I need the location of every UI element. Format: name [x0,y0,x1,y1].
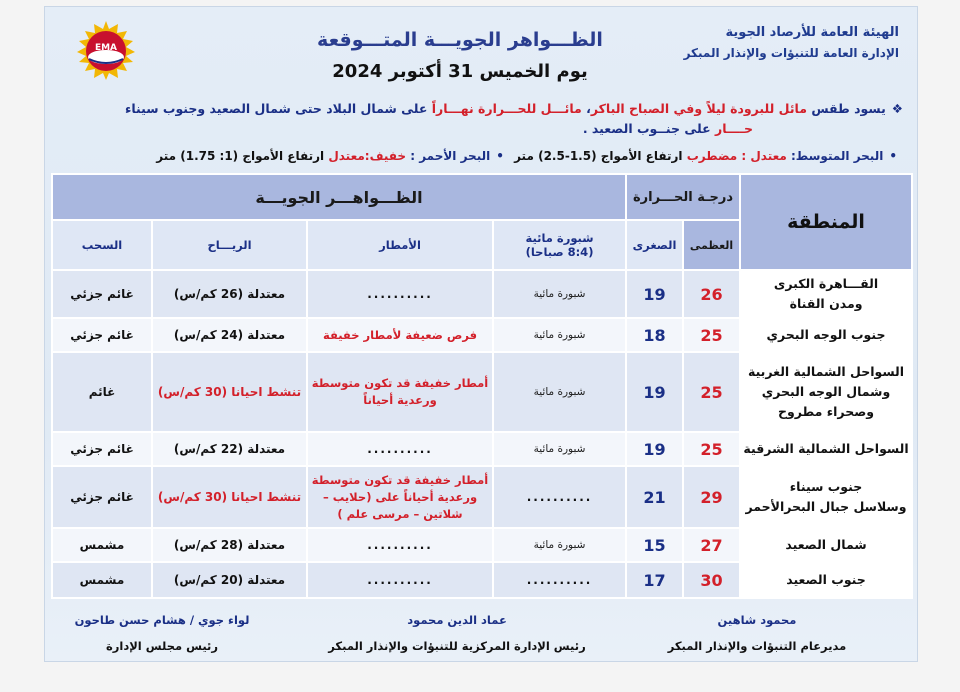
rain-cell: .......... [307,270,493,318]
forecast-rows [52,270,912,598]
med-sea-label: البحر المتوسط: [790,149,884,163]
region-cell: جنوب الوجه البحري [740,318,912,352]
max-temp-cell: 25 [683,352,740,432]
region-header: المنطقة [740,174,912,270]
clouds-cell: غائم [52,352,152,432]
summary-text-2: على شمال البلاد حتى شمال الصعيد وجنوب سيناء [124,101,432,116]
fog-cell: شبورة مائية [493,432,626,466]
wind-cell: تنشط احيانا (30 كم/س) [152,466,307,528]
fog-cell: شبورة مائية [493,318,626,352]
max-temp-cell: 27 [683,528,740,562]
phenomena-header: الظـــواهـــر الجويـــة [52,174,626,220]
general-summary [63,99,903,139]
wind-cell: تنشط احيانا (30 كم/س) [152,352,307,432]
red-sea-label: البحر الأحمر : [410,149,491,163]
region-cell: شمال الصعيد [740,528,912,562]
temperature-header: درجـة الحـــرارة [626,174,740,220]
region-cell: السواحل الشمالية الشرقية [740,432,912,466]
summary-sep: ، [581,101,591,116]
table-row [52,270,912,318]
clouds-cell: غائم جزئي [52,270,152,318]
table-row [52,432,912,466]
bullet-icon: • [496,149,504,163]
region-cell: جنوب الصعيد [740,562,912,598]
max-temp-cell: 29 [683,466,740,528]
wind-cell: معتدلة (24 كم/س) [152,318,307,352]
signature-chairman [67,607,257,659]
fog-header [493,220,626,270]
rain-cell: أمطار خفيفة قد تكون متوسطة ورعدية أحياناً [307,352,493,432]
table-row [52,318,912,352]
max-temp-cell: 26 [683,270,740,318]
signature-chairman-name: لواء جوي / هشام حسن طاحون [74,613,250,627]
med-sea-waves: ارتفاع الأمواج (1.5-2.5) متر [514,149,687,163]
max-temp-cell: 25 [683,318,740,352]
med-sea-state: معتدل : مضطرب [686,149,791,163]
wind-cell: معتدلة (22 كم/س) [152,432,307,466]
table-row [52,528,912,562]
min-temp-cell: 21 [626,466,683,528]
clouds-cell: غائم جزئي [52,318,152,352]
table-row [52,466,912,528]
clouds-cell: غائم جزئي [52,466,152,528]
summary-warm: مائـــل للحـــرارة نهـــاراً [431,101,582,116]
fog-header-line1: شبورة مائية [525,231,594,245]
rain-cell: أمطار خفيفة قد تكون متوسطة ورعدية أحياناً على (حلايب – شلاتين – مرسى علم ) [307,466,493,528]
fog-header-line2: (8:4 صباحا) [525,245,594,259]
rain-cell: .......... [307,432,493,466]
table-row [52,352,912,432]
signature-chairman-role: رئيس مجلس الإدارة [105,639,218,653]
fog-cell: شبورة مائية [493,528,626,562]
region-cell: السواحل الشمالية الغربية وشمال الوجه البحري وصحراء مطروح [740,352,912,432]
table-row [52,562,912,598]
clouds-cell: مشمس [52,562,152,598]
summary-text-3: على جنــوب الصعيد . [582,121,715,136]
forecast-table [51,173,913,599]
fog-cell: .......... [493,466,626,528]
red-sea-state: خفيف:معتدل [328,149,411,163]
wind-cell: معتدلة (26 كم/س) [152,270,307,318]
org-department: الإدارة العامة للتنبؤات والإنذار المبكر [683,46,899,60]
region-cell: جنوب سيناء وسلاسل جبال البحرالأحمر [740,466,912,528]
min-temp-cell: 19 [626,352,683,432]
summary-cold: مائل للبرودة ليلاً وفي الصباح الباكر [590,101,807,116]
forecast-sheet [44,6,918,662]
logo-text: EMA [94,43,118,53]
org-name: الهيئة العامة للأرصاد الجوية [725,25,899,40]
red-sea-waves: ارتفاع الأمواج (1: 1.75) متر [156,149,329,163]
clouds-header: السحب [52,220,152,270]
rain-cell: .......... [307,528,493,562]
ema-logo-icon [73,19,139,81]
signature-director-role: مديرعام التنبؤات والإنذار المبكر [667,639,847,653]
sea-state [43,149,903,163]
wind-header: الريـــاح [152,220,307,270]
fog-cell: شبورة مائية [493,352,626,432]
signature-central [317,607,597,659]
summary-hot: حــــار [715,121,753,136]
region-cell: القـــاهرة الكبرى ومدن القناة [740,270,912,318]
fog-cell: .......... [493,562,626,598]
min-temp-cell: 15 [626,528,683,562]
min-temp-cell: 19 [626,432,683,466]
max-temp-cell: 25 [683,432,740,466]
min-temp-cell: 17 [626,562,683,598]
max-temp-header: العظمى [683,220,740,270]
rain-header: الأمطار [307,220,493,270]
summary-text-1: يسود طقس [806,101,886,116]
wind-cell: معتدلة (20 كم/س) [152,562,307,598]
signature-director-name: محمود شاهين [717,613,797,627]
signature-director [647,607,867,659]
fog-cell: شبورة مائية [493,270,626,318]
ema-logo [73,19,139,81]
page-title-block [295,29,625,82]
signature-central-name: عماد الدين محمود [407,613,507,627]
rain-cell: .......... [307,562,493,598]
min-temp-cell: 18 [626,318,683,352]
max-temp-cell: 30 [683,562,740,598]
wind-cell: معتدلة (28 كم/س) [152,528,307,562]
page-title: الظـــواهر الجويـــة المتـــوقعة [317,29,603,51]
star-bullet-icon: ❖ [891,101,903,116]
clouds-cell: غائم جزئي [52,432,152,466]
organization-header [684,25,899,60]
min-temp-header: الصغرى [626,220,683,270]
bullet-icon: • [889,149,897,163]
min-temp-cell: 19 [626,270,683,318]
rain-cell: فرص ضعيفة لأمطار خفيفة [307,318,493,352]
forecast-date: يوم الخميس 31 أكتوبر 2024 [332,61,588,82]
clouds-cell: مشمس [52,528,152,562]
signature-central-role: رئيس الإدارة المركزية للتنبؤات والإنذار المبكر [328,639,586,653]
